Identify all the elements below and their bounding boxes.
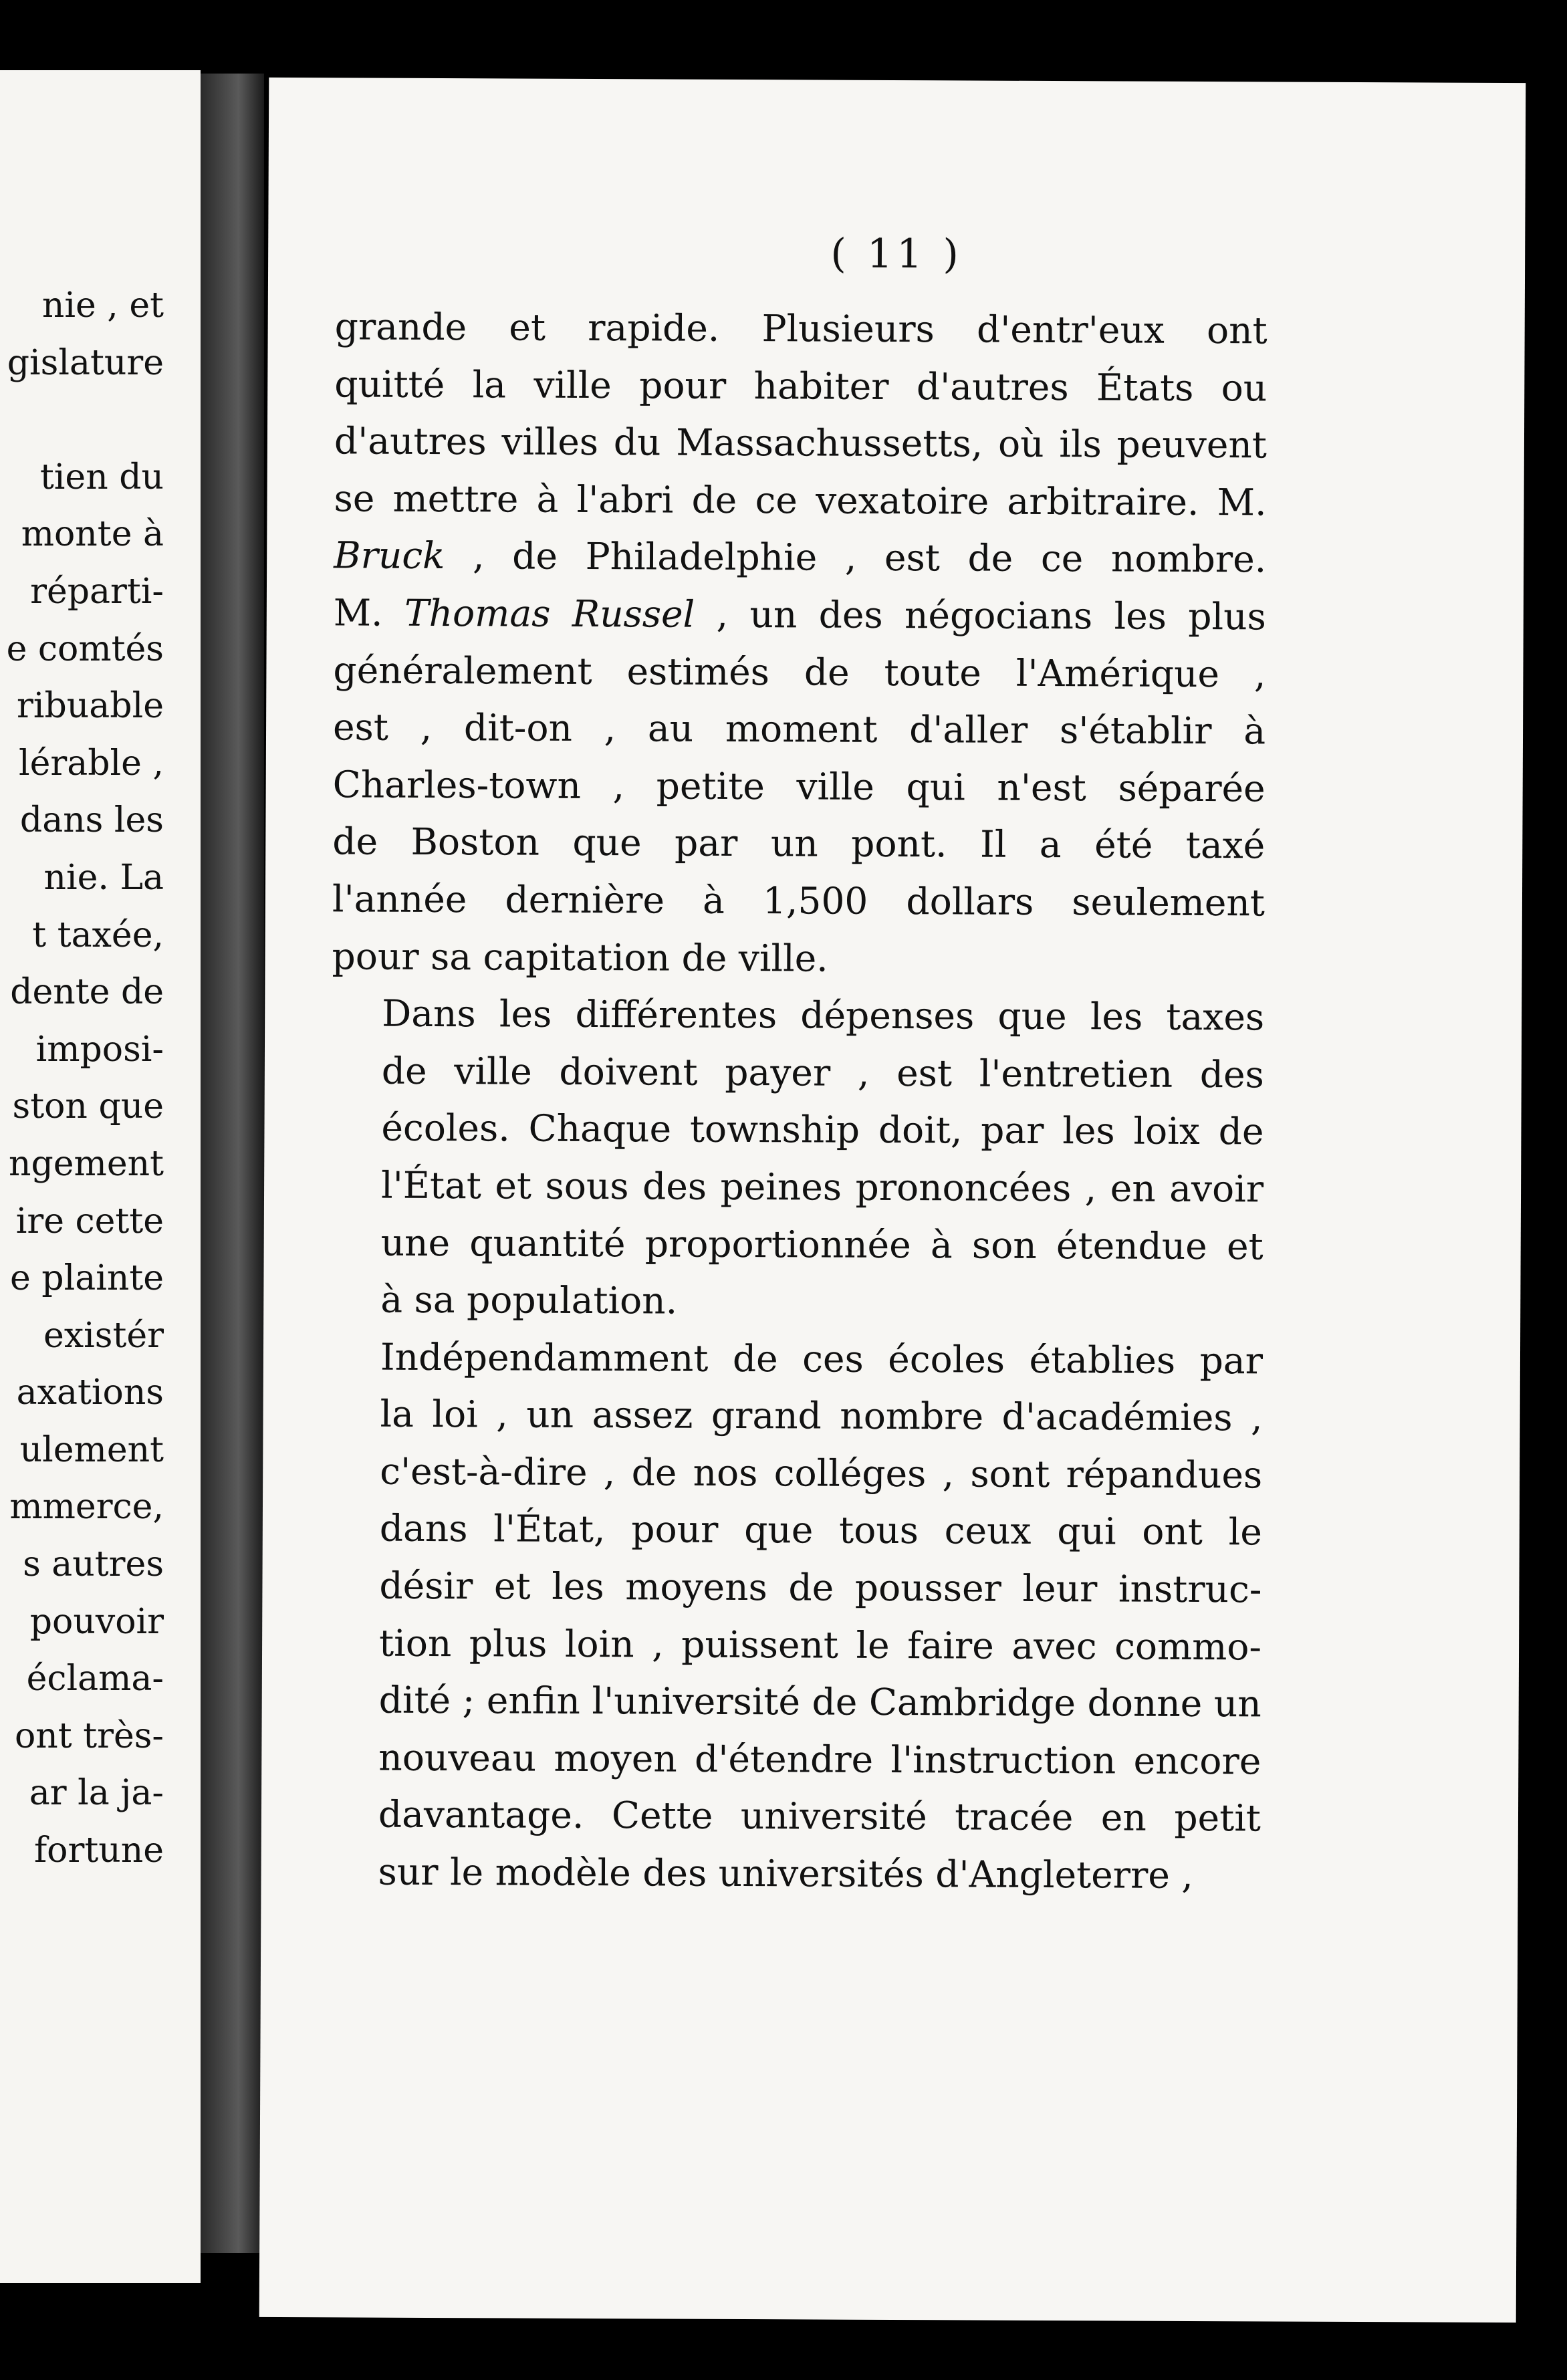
- text-line: une quantité proportionnée à son étendue et: [380, 1221, 1263, 1268]
- paragraph: [328, 1328, 1263, 1905]
- left-page-line: tien du: [39, 457, 164, 497]
- left-page-line: ngement: [8, 1143, 164, 1184]
- text-line: à sa population.: [380, 1278, 678, 1322]
- book-gutter: [201, 74, 264, 2253]
- body-text: [328, 298, 1267, 1905]
- text-line: davantage. Cette université tracée en petit: [378, 1793, 1261, 1840]
- left-page: [0, 70, 201, 2283]
- paragraph: [332, 298, 1267, 989]
- text-line: M. Thomas Russel , un des négocians les plus: [333, 591, 1266, 638]
- left-page-line: axations: [16, 1373, 164, 1413]
- text-line: l'année dernière à 1,500 dollars seulement: [332, 877, 1265, 925]
- left-page-line: fortune: [33, 1830, 164, 1871]
- text-line: la loi , un assez grand nombre d'académies ,: [380, 1392, 1263, 1439]
- left-page-line: ston que: [12, 1086, 164, 1127]
- left-page-line: nie. La: [43, 857, 164, 898]
- left-page-line: ire cette: [15, 1201, 164, 1241]
- left-page-line: pouvoir: [29, 1601, 164, 1642]
- left-page-line: réparti-: [30, 571, 164, 612]
- text-line: Charles-town , petite ville qui n'est séparée: [332, 763, 1265, 810]
- text-line: Indépendamment de ces écoles établies par: [380, 1335, 1263, 1383]
- text-line: l'État et sous des peines prononcées , en avoir: [380, 1163, 1264, 1211]
- left-page-line: e comtés: [6, 628, 164, 669]
- left-page-line: t taxée,: [32, 915, 164, 955]
- text-line: pour sa capitation de ville.: [332, 934, 828, 980]
- text-line: généralement estimés de toute l'Amérique ,: [333, 648, 1266, 695]
- text-line: quitté la ville pour habiter d'autres États ou: [334, 362, 1268, 410]
- left-page-line: mmerce,: [9, 1487, 164, 1528]
- left-page-line: gislature: [7, 342, 164, 383]
- right-page: [259, 78, 1526, 2323]
- text-line: grande et rapide. Plusieurs d'entr'eux ont: [334, 305, 1268, 352]
- text-line: sur le modèle des universités d'Angleterre ,: [378, 1850, 1193, 1897]
- text-line: de Boston que par un pont. Il a été taxé: [332, 820, 1265, 867]
- paragraph: [330, 985, 1264, 1332]
- left-page-line: dans les: [19, 800, 164, 841]
- text-line: nouveau moyen d'étendre l'instruction encore: [378, 1736, 1261, 1783]
- text-line: est , dit-on , au moment d'aller s'établir à: [332, 705, 1266, 753]
- text-line: d'autres villes du Massachussetts, où ils peuvent: [334, 419, 1268, 467]
- left-page-line: ont très-: [14, 1715, 164, 1756]
- left-page-line: s autres: [23, 1544, 164, 1585]
- left-page-line: monte à: [21, 514, 164, 555]
- left-page-line: lérable ,: [18, 743, 164, 784]
- text-line: se mettre à l'abri de ce vexatoire arbitraire. M.: [334, 477, 1267, 524]
- text-line: c'est-à-dire , de nos colléges , sont répandues: [380, 1449, 1263, 1497]
- text-line: écoles. Chaque township doit, par les loix de: [381, 1106, 1264, 1153]
- left-page-line: e plainte: [9, 1258, 164, 1299]
- text-line: Dans les différentes dépenses que les taxes: [382, 991, 1265, 1039]
- page-number: ( 11 ): [830, 230, 963, 278]
- text-line: dans l'État, pour que tous ceux qui ont le: [379, 1507, 1262, 1554]
- left-page-line: ulement: [19, 1429, 164, 1470]
- left-page-line: dente de: [10, 972, 164, 1013]
- left-page-line: ribuable: [17, 686, 164, 727]
- text-line: désir et les moyens de pousser leur instruc-: [379, 1564, 1262, 1611]
- left-page-line: imposi-: [35, 1029, 164, 1070]
- text-line: tion plus loin , puissent le faire avec commo-: [378, 1621, 1262, 1669]
- left-page-line: ar la ja-: [29, 1773, 164, 1814]
- text-line: Bruck , de Philadelphie , est de ce nombre.: [334, 533, 1267, 581]
- left-page-line: existér: [43, 1315, 164, 1356]
- left-page-line: [7, 392, 164, 449]
- text-line: de ville doivent payer , est l'entretien des: [381, 1049, 1264, 1096]
- text-line: dité ; enfin l'université de Cambridge donne un: [378, 1678, 1261, 1726]
- left-page-line: éclama-: [26, 1659, 164, 1699]
- left-page-line: nie , et: [41, 285, 164, 326]
- left-page-fragments: [7, 277, 164, 1880]
